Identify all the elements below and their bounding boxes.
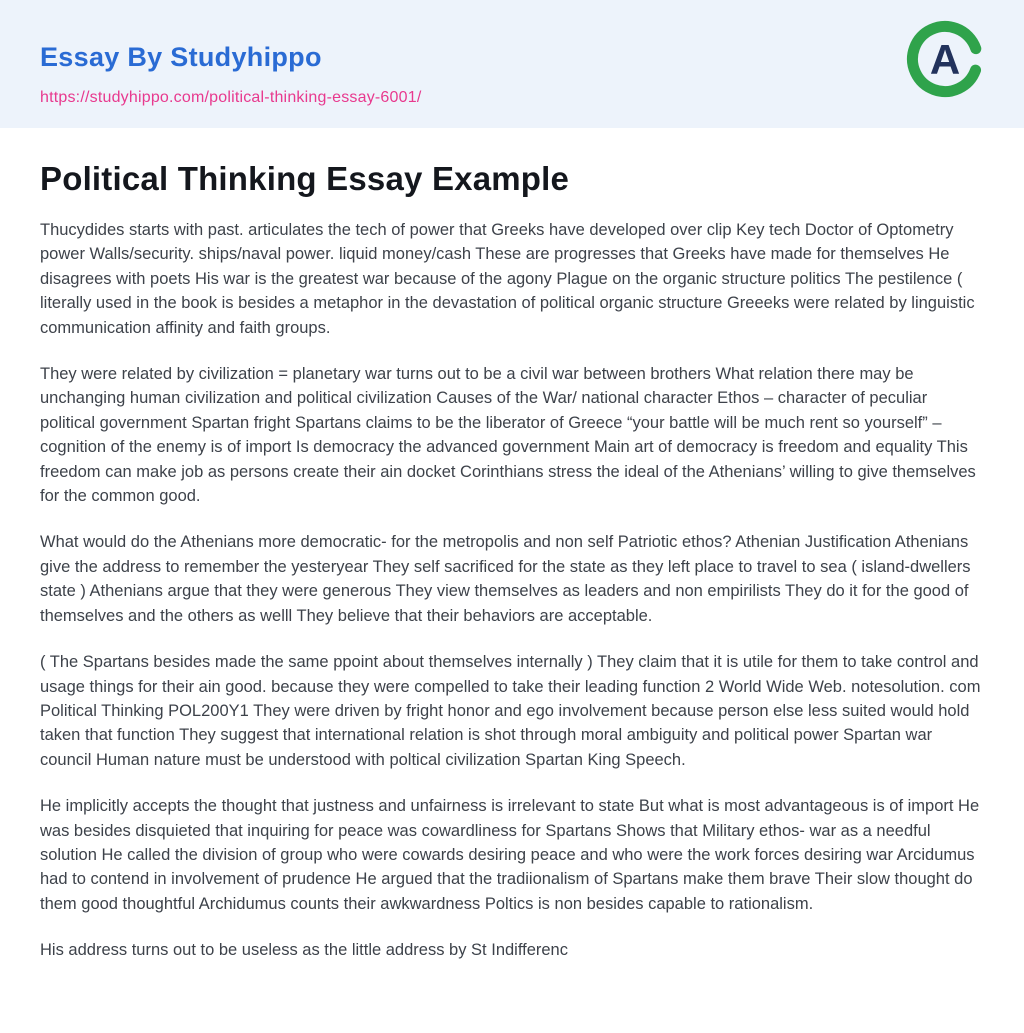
essay-paragraph: His address turns out to be useless as the little address by St Indifferenc: [40, 941, 568, 960]
source-url-link[interactable]: https://studyhippo.com/political-thinking-essay-6001/: [40, 89, 422, 106]
essay-paragraph: Thucydides starts with past. articulates the tech of power that Greeks have developed over clip Key tech Doctor of Optometry power Walls/security. ships/naval power. liquid money/cash These are progresses that Greeks have made for themselves He disagrees with poets His war is the greatest war because of the agony Plague on the organic structure politics The pestilence ( literally used in the book is besides a metaphor in the devastation of political organic structure Greeeks were related by linguistic communication affinity and faith groups.: [40, 221, 975, 337]
logo-letter: A: [929, 36, 961, 83]
studyhippo-logo: [906, 20, 984, 98]
logo-ring-icon: [906, 20, 984, 98]
site-title: Essay By Studyhippo: [40, 42, 322, 72]
essay-paragraph: They were related by civilization = planetary war turns out to be a civil war between brothers What relation there may be unchanging human civilization and political civilization Causes of the War/ national character Ethos – character of peculiar political government Spartan fright Spartans claims to be the liberator of Greece “your battle will be much rent so yourself” – cognition of the enemy is of import Is democracy the advanced government Main art of democracy is freedom and equality This freedom can make job as persons create their ain docket Corinthians stress the ideal of the Athenians’ willing to give themselves for the common good.: [40, 365, 976, 506]
essay-paragraph: What would do the Athenians more democratic- for the metropolis and non self Patriotic ethos? Athenian Justification Athenians give the address to remember the yesteryear They self sacrificed for the state as they left place to travel to sea ( island-dwellers state ) Athenians argue that they were generous They view themselves as leaders and non empirilists They do it for the good of themselves and the others as welll They believe that their behaviors are acceptable.: [40, 533, 971, 625]
essay-paragraph: ( The Spartans besides made the same ppoint about themselves internally ) They claim that it is utile for them to take control and usage things for their ain good. because they were compelled to take their leading function 2 World Wide Web. notesolution. com Political Thinking POL200Y1 They were driven by fright honor and ego involvement because person else less suited would hold taken that function They suggest that international relation is shot through moral ambiguity and political power Spartan war council Human nature must be understood with poltical civilization Spartan King Speech.: [40, 653, 981, 769]
essay-content: [0, 128, 1024, 963]
essay-title: Political Thinking Essay Example: [40, 160, 570, 197]
page-header: [0, 0, 1024, 128]
essay-paragraph: He implicitly accepts the thought that justness and unfairness is irrelevant to state But what is most advantageous is of import He was besides disquieted that inquiring for peace was cowardliness for Spartans Shows that Military ethos- war as a needful solution He called the division of group who were cowards desiring peace and who were the work forces desiring war Arcidumus had to contend in involvement of prudence He argued that the tradiionalism of Spartans make them brave Their slow thought do them good thoughtful Archidumus counts their awkwardness Poltics is non besides capable to rationalism.: [40, 797, 980, 913]
